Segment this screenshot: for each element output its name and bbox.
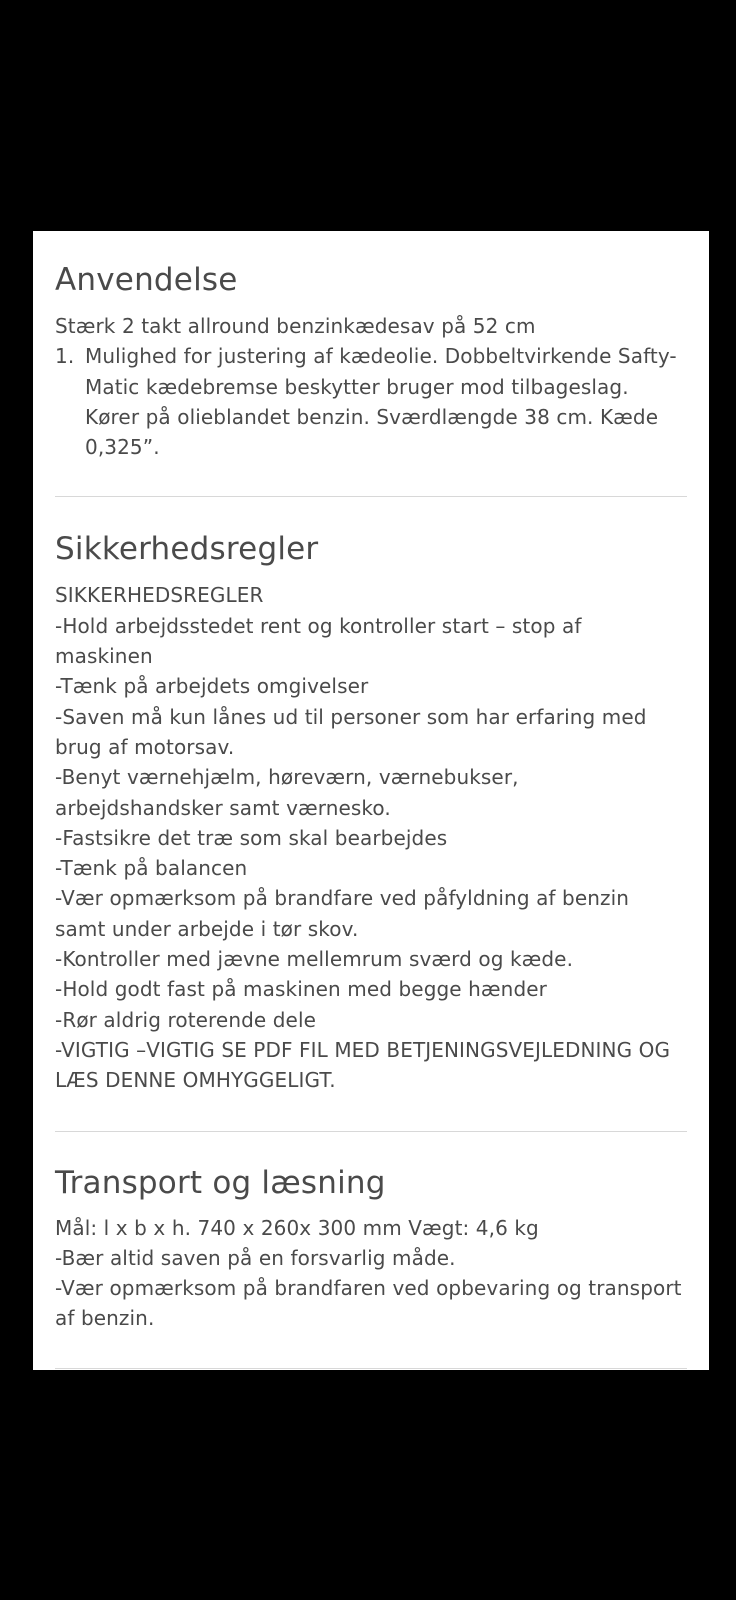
text-line: af benzin. [55, 1306, 155, 1331]
list-line: Kører på olieblandet benzin. Sværdlængde 38 cm. Kæde [85, 404, 659, 429]
text-line: -Vær opmærksom på brandfaren ved opbevaring og transport [55, 1276, 682, 1301]
text-line: -Saven må kun lånes ud til personer som har erfaring med [55, 704, 647, 729]
text-line: -Kontroller med jævne mellemrum sværd og kæde. [55, 947, 574, 972]
section-sikkerhedsregler [55, 497, 687, 1095]
text-line: brug af motorsav. [55, 734, 235, 759]
list-line: Mulighed for justering af kædeolie. Dobbeltvirkende Safty- [85, 344, 677, 369]
text-line: Mål: l x b x h. 740 x 260x 300 mm Vægt: 4,6 kg [55, 1215, 539, 1240]
section-title: Transport og læsning [55, 1164, 386, 1201]
text-line: LÆS DENNE OMHYGGELIGT. [55, 1068, 336, 1093]
list-number: 1. [55, 344, 75, 369]
text-line: arbejdshandsker samt værnesko. [55, 795, 391, 820]
product-info-card [33, 231, 709, 1370]
text-line: -Hold godt fast på maskinen med begge hænder [55, 977, 547, 1002]
list-item [55, 341, 687, 462]
section-transport [55, 1132, 687, 1334]
text-line: -VIGTIG –VIGTIG SE PDF FIL MED BETJENINGSVEJLEDNING OG [55, 1037, 671, 1062]
list-line: 0,325”. [85, 435, 160, 460]
text-line: -Hold arbejdsstedet rent og kontroller start – stop af [55, 613, 582, 638]
text-line: samt under arbejde i tør skov. [55, 916, 359, 941]
text-line: -Vær opmærksom på brandfare ved påfyldning af benzin [55, 886, 630, 911]
list-line: Matic kædebremse beskytter bruger mod tilbageslag. [85, 374, 629, 399]
text-line: SIKKERHEDSREGLER [55, 583, 264, 608]
section-title: Sikkerhedsregler [55, 531, 319, 568]
section-body [55, 580, 687, 1095]
section-title: Anvendelse [55, 262, 238, 298]
section-body [55, 311, 687, 462]
text-line: -Fastsikre det træ som skal bearbejdes [55, 825, 448, 850]
section-divider [55, 1368, 687, 1369]
text-line: -Tænk på arbejdets omgivelser [55, 674, 369, 699]
section-anvendelse [55, 231, 687, 462]
text-line: -Benyt værnehjælm, høreværn, værnebukser, [55, 765, 519, 790]
text-line: -Bær altid saven på en forsvarlig måde. [55, 1245, 456, 1270]
section-body [55, 1213, 687, 1334]
text-line: -Rør aldrig roterende dele [55, 1007, 317, 1032]
intro-text: Stærk 2 takt allround benzinkædesav på 52 cm [55, 314, 536, 338]
text-line: maskinen [55, 644, 153, 669]
text-line: -Tænk på balancen [55, 856, 248, 881]
